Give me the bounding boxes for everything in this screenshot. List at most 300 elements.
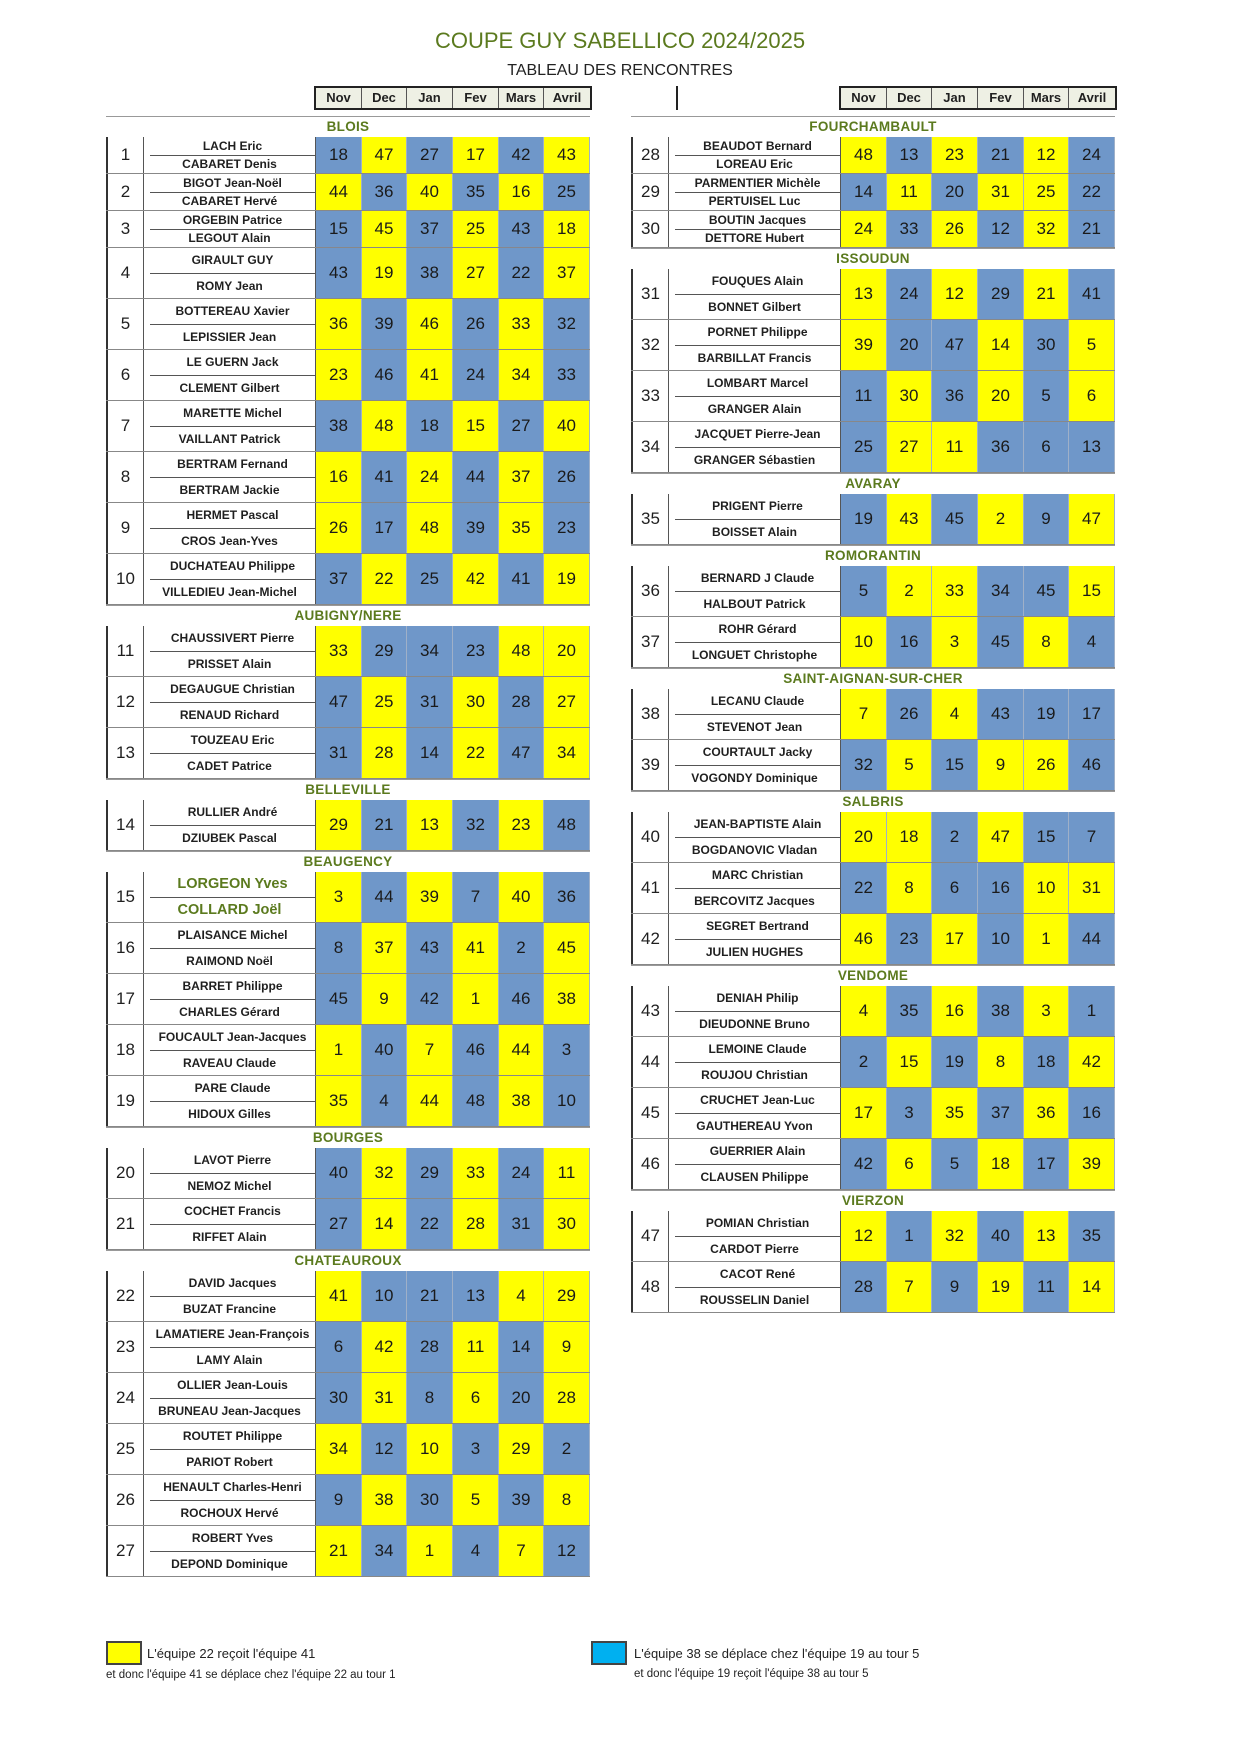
team-number: 43 — [631, 986, 669, 1036]
opponent-cell-nov: 17 — [841, 1088, 887, 1138]
opponent-cell-mars: 6 — [1024, 422, 1069, 472]
month-mars: Mars — [1024, 88, 1069, 108]
player-1-name: CACOT René — [675, 1262, 840, 1288]
opponent-cell-nov: 14 — [841, 174, 887, 210]
divider — [676, 86, 678, 110]
team-number: 4 — [106, 248, 144, 298]
player-1-name: LECANU Claude — [675, 689, 840, 715]
opponent-cell-fev: 9 — [978, 740, 1024, 790]
month-jan: Jan — [932, 88, 978, 108]
player-2-name: ROUSSELIN Daniel — [699, 1292, 810, 1307]
player-2-name: CABARET Denis — [182, 157, 277, 172]
team-number: 26 — [106, 1475, 144, 1525]
opponent-cell-mars: 14 — [499, 1322, 544, 1372]
team-players — [669, 689, 841, 739]
team-players — [144, 1526, 316, 1576]
team-players — [144, 554, 316, 604]
team-number: 37 — [631, 617, 669, 667]
team-row — [631, 617, 1115, 668]
player-1-name: HERMET Pascal — [150, 503, 315, 529]
team-number: 24 — [106, 1373, 144, 1423]
opponent-cell-jan: 11 — [932, 422, 978, 472]
opponent-cell-dec: 15 — [887, 1037, 932, 1087]
opponent-cell-dec: 7 — [887, 1262, 932, 1312]
opponent-cell-jan: 7 — [407, 1025, 453, 1075]
legend-home-text: L'équipe 22 reçoit l'équipe 41 — [147, 1646, 316, 1661]
opponent-cell-dec: 48 — [362, 401, 407, 451]
opponent-cell-nov: 38 — [316, 401, 362, 451]
opponent-cell-mars: 28 — [499, 677, 544, 727]
opponent-cell-fev: 37 — [978, 1088, 1024, 1138]
team-row — [631, 320, 1115, 371]
team-players — [669, 422, 841, 472]
team-row — [631, 371, 1115, 422]
opponent-cell-jan: 17 — [932, 914, 978, 964]
opponent-cell-dec: 38 — [362, 1475, 407, 1525]
player-1-name: LORGEON Yves — [150, 872, 315, 898]
player-1-name: LEMOINE Claude — [675, 1037, 840, 1063]
opponent-cell-dec: 45 — [362, 211, 407, 247]
opponent-cell-avril: 4 — [1069, 617, 1115, 667]
opponent-cell-dec: 6 — [887, 1139, 932, 1189]
player-2-name: BERTRAM Jackie — [179, 482, 280, 497]
opponent-cell-fev: 7 — [453, 872, 499, 922]
section-heading: FOURCHAMBAULT — [631, 116, 1115, 137]
opponent-cell-nov: 44 — [316, 174, 362, 210]
player-2-name: PRISSET Alain — [187, 656, 272, 671]
player-2-name: HALBOUT Patrick — [703, 596, 806, 611]
player-2-name: BOGDANOVIC Vladan — [691, 842, 818, 857]
opponent-cell-fev: 39 — [453, 503, 499, 553]
section-heading: AUBIGNY/NERE — [106, 605, 590, 626]
opponent-cell-fev: 1 — [453, 974, 499, 1024]
player-2-name: CLEMENT Gilbert — [179, 380, 280, 395]
team-players — [144, 452, 316, 502]
player-1-name: OLLIER Jean-Louis — [150, 1373, 315, 1399]
team-row — [631, 1139, 1115, 1190]
team-number: 35 — [631, 494, 669, 544]
opponent-cell-fev: 46 — [453, 1025, 499, 1075]
section-heading: ROMORANTIN — [631, 545, 1115, 566]
team-row — [631, 494, 1115, 545]
opponent-cell-dec: 20 — [887, 320, 932, 370]
opponent-cell-fev: 48 — [453, 1076, 499, 1126]
opponent-cell-dec: 47 — [362, 137, 407, 173]
opponent-cell-jan: 25 — [407, 554, 453, 604]
opponent-cell-nov: 36 — [316, 299, 362, 349]
opponent-cell-fev: 18 — [978, 1139, 1024, 1189]
opponent-cell-jan: 18 — [407, 401, 453, 451]
player-2-name: DIEUDONNE Bruno — [699, 1016, 810, 1031]
opponent-cell-dec: 21 — [362, 800, 407, 850]
opponent-cell-avril: 30 — [544, 1199, 590, 1249]
team-players — [144, 503, 316, 553]
opponent-cell-avril: 35 — [1069, 1211, 1115, 1261]
opponent-cell-jan: 6 — [932, 863, 978, 913]
opponent-cell-avril: 2 — [544, 1424, 590, 1474]
opponent-cell-fev: 35 — [453, 174, 499, 210]
player-1-name: COURTAULT Jacky — [675, 740, 840, 766]
opponent-cell-avril: 23 — [544, 503, 590, 553]
team-row — [106, 503, 590, 554]
opponent-cell-avril: 40 — [544, 401, 590, 451]
team-number: 19 — [106, 1076, 144, 1126]
opponent-cell-jan: 47 — [932, 320, 978, 370]
opponent-cell-avril: 5 — [1069, 320, 1115, 370]
team-row — [106, 872, 590, 923]
opponent-cell-fev: 8 — [978, 1037, 1024, 1087]
team-number: 38 — [631, 689, 669, 739]
opponent-cell-mars: 16 — [499, 174, 544, 210]
opponent-cell-mars: 32 — [1024, 211, 1069, 247]
team-row — [106, 1424, 590, 1475]
team-row — [106, 1148, 590, 1199]
team-players — [144, 872, 316, 922]
player-2-name: LONGUET Christophe — [691, 647, 818, 662]
opponent-cell-fev: 34 — [978, 566, 1024, 616]
player-1-name: LACH Eric — [150, 137, 315, 156]
opponent-cell-nov: 41 — [316, 1271, 362, 1321]
opponent-cell-jan: 31 — [407, 677, 453, 727]
opponent-cell-mars: 9 — [1024, 494, 1069, 544]
opponent-cell-fev: 45 — [978, 617, 1024, 667]
opponent-cell-fev: 29 — [978, 269, 1024, 319]
player-2-name: PERTUISEL Luc — [708, 194, 801, 209]
player-2-name: ROCHOUX Hervé — [180, 1505, 279, 1520]
opponent-cell-jan: 9 — [932, 1262, 978, 1312]
opponent-cell-fev: 38 — [978, 986, 1024, 1036]
team-players — [669, 617, 841, 667]
opponent-cell-avril: 20 — [544, 626, 590, 676]
opponent-cell-nov: 45 — [316, 974, 362, 1024]
player-1-name: JACQUET Pierre-Jean — [675, 422, 840, 448]
opponent-cell-fev: 31 — [978, 174, 1024, 210]
team-row — [631, 137, 1115, 174]
player-2-name: LEGOUT Alain — [188, 231, 271, 246]
opponent-cell-jan: 45 — [932, 494, 978, 544]
opponent-cell-mars: 3 — [1024, 986, 1069, 1036]
opponent-cell-avril: 1 — [1069, 986, 1115, 1036]
team-row — [106, 1475, 590, 1526]
team-players — [144, 174, 316, 210]
opponent-cell-dec: 42 — [362, 1322, 407, 1372]
opponent-cell-mars: 27 — [499, 401, 544, 451]
legend-away-subtext: et donc l'équipe 19 reçoit l'équipe 38 au tour 5 — [634, 1668, 869, 1680]
opponent-cell-dec: 3 — [887, 1088, 932, 1138]
player-2-name: RIFFET Alain — [192, 1229, 267, 1244]
player-1-name: FOUCAULT Jean-Jacques — [150, 1025, 315, 1051]
team-players — [144, 1199, 316, 1249]
opponent-cell-jan: 22 — [407, 1199, 453, 1249]
opponent-cell-nov: 21 — [316, 1526, 362, 1576]
player-1-name: ORGEBIN Patrice — [150, 211, 315, 230]
team-players — [669, 494, 841, 544]
player-1-name: ROUTET Philippe — [150, 1424, 315, 1450]
player-2-name: JULIEN HUGHES — [705, 944, 804, 959]
opponent-cell-nov: 22 — [841, 863, 887, 913]
opponent-cell-mars: 40 — [499, 872, 544, 922]
opponent-cell-nov: 46 — [841, 914, 887, 964]
team-number: 12 — [106, 677, 144, 727]
opponent-cell-jan: 37 — [407, 211, 453, 247]
team-players — [144, 677, 316, 727]
opponent-cell-mars: 1 — [1024, 914, 1069, 964]
opponent-cell-dec: 40 — [362, 1025, 407, 1075]
opponent-cell-nov: 23 — [316, 350, 362, 400]
opponent-cell-jan: 24 — [407, 452, 453, 502]
page-title: COUPE GUY SABELLICO 2024/2025 — [434, 28, 806, 53]
opponent-cell-avril: 17 — [1069, 689, 1115, 739]
team-number: 7 — [106, 401, 144, 451]
team-players — [144, 1076, 316, 1126]
opponent-cell-dec: 25 — [362, 677, 407, 727]
opponent-cell-mars: 39 — [499, 1475, 544, 1525]
team-number: 21 — [106, 1199, 144, 1249]
team-row — [631, 1037, 1115, 1088]
opponent-cell-dec: 18 — [887, 812, 932, 862]
opponent-cell-avril: 45 — [544, 923, 590, 973]
team-row — [631, 269, 1115, 320]
team-players — [669, 986, 841, 1036]
team-number: 11 — [106, 626, 144, 676]
opponent-cell-nov: 20 — [841, 812, 887, 862]
player-2-name: GAUTHEREAU Yvon — [696, 1118, 813, 1133]
opponent-cell-fev: 13 — [453, 1271, 499, 1321]
opponent-cell-avril: 8 — [544, 1475, 590, 1525]
team-players — [144, 1322, 316, 1372]
team-number: 29 — [631, 174, 669, 210]
player-2-name: LOREAU Eric — [716, 157, 793, 172]
opponent-cell-mars: 15 — [1024, 812, 1069, 862]
opponent-cell-dec: 11 — [887, 174, 932, 210]
opponent-cell-mars: 18 — [1024, 1037, 1069, 1087]
team-players — [669, 371, 841, 421]
opponent-cell-nov: 16 — [316, 452, 362, 502]
team-row — [106, 350, 590, 401]
player-2-name: CARDOT Pierre — [710, 1241, 799, 1256]
player-1-name: PARMENTIER Michèle — [675, 174, 840, 193]
opponent-cell-dec: 22 — [362, 554, 407, 604]
opponent-cell-fev: 25 — [453, 211, 499, 247]
player-1-name: RULLIER André — [150, 800, 315, 826]
team-row — [631, 1088, 1115, 1139]
team-row — [106, 800, 590, 851]
section-heading: VIERZON — [631, 1190, 1115, 1211]
player-1-name: PORNET Philippe — [675, 320, 840, 346]
opponent-cell-nov: 4 — [841, 986, 887, 1036]
team-players — [669, 566, 841, 616]
month-dec: Dec — [887, 88, 932, 108]
opponent-cell-avril: 33 — [544, 350, 590, 400]
player-1-name: MARC Christian — [675, 863, 840, 889]
player-2-name: GRANGER Sébastien — [693, 452, 816, 467]
opponent-cell-mars: 13 — [1024, 1211, 1069, 1261]
section-heading: ISSOUDUN — [631, 248, 1115, 269]
team-number: 46 — [631, 1139, 669, 1189]
opponent-cell-nov: 31 — [316, 728, 362, 778]
opponent-cell-nov: 40 — [316, 1148, 362, 1198]
opponent-cell-dec: 41 — [362, 452, 407, 502]
opponent-cell-jan: 38 — [407, 248, 453, 298]
opponent-cell-nov: 3 — [316, 872, 362, 922]
team-players — [144, 1025, 316, 1075]
team-number: 36 — [631, 566, 669, 616]
opponent-cell-mars: 2 — [499, 923, 544, 973]
opponent-cell-fev: 4 — [453, 1526, 499, 1576]
opponent-cell-avril: 29 — [544, 1271, 590, 1321]
opponent-cell-nov: 25 — [841, 422, 887, 472]
team-row — [106, 1025, 590, 1076]
opponent-cell-nov: 39 — [841, 320, 887, 370]
opponent-cell-nov: 2 — [841, 1037, 887, 1087]
opponent-cell-dec: 29 — [362, 626, 407, 676]
player-2-name: RAIMOND Noël — [186, 953, 273, 968]
team-row — [631, 812, 1115, 863]
player-2-name: GRANGER Alain — [707, 401, 802, 416]
opponent-cell-avril: 18 — [544, 211, 590, 247]
opponent-cell-nov: 15 — [316, 211, 362, 247]
opponent-cell-fev: 19 — [978, 1262, 1024, 1312]
team-row — [631, 1262, 1115, 1313]
opponent-cell-avril: 11 — [544, 1148, 590, 1198]
opponent-cell-fev: 44 — [453, 452, 499, 502]
player-1-name: DUCHATEAU Philippe — [150, 554, 315, 580]
opponent-cell-avril: 27 — [544, 677, 590, 727]
opponent-cell-avril: 7 — [1069, 812, 1115, 862]
player-2-name: BUZAT Francine — [182, 1301, 277, 1316]
opponent-cell-jan: 32 — [932, 1211, 978, 1261]
opponent-cell-dec: 19 — [362, 248, 407, 298]
player-1-name: DAVID Jacques — [150, 1271, 315, 1297]
opponent-cell-fev: 23 — [453, 626, 499, 676]
team-row — [631, 211, 1115, 248]
opponent-cell-nov: 24 — [841, 211, 887, 247]
opponent-cell-mars: 19 — [1024, 689, 1069, 739]
opponent-cell-nov: 35 — [316, 1076, 362, 1126]
opponent-cell-avril: 22 — [1069, 174, 1115, 210]
team-row — [106, 728, 590, 779]
opponent-cell-avril: 25 — [544, 174, 590, 210]
opponent-cell-mars: 46 — [499, 974, 544, 1024]
player-2-name: ROUJOU Christian — [701, 1067, 808, 1082]
player-1-name: BERTRAM Fernand — [150, 452, 315, 478]
section-heading: AVARAY — [631, 473, 1115, 494]
opponent-cell-jan: 39 — [407, 872, 453, 922]
left-column — [106, 116, 590, 1577]
team-row — [631, 174, 1115, 211]
month-nov: Nov — [316, 88, 362, 108]
team-number: 18 — [106, 1025, 144, 1075]
opponent-cell-jan: 30 — [407, 1475, 453, 1525]
player-2-name: HIDOUX Gilles — [188, 1106, 271, 1121]
team-row — [106, 248, 590, 299]
player-2-name: CABARET Hervé — [181, 194, 278, 209]
month-jan: Jan — [407, 88, 453, 108]
team-number: 13 — [106, 728, 144, 778]
team-number: 9 — [106, 503, 144, 553]
team-number: 17 — [106, 974, 144, 1024]
section-heading: CHATEAUROUX — [106, 1250, 590, 1271]
opponent-cell-jan: 26 — [932, 211, 978, 247]
team-row — [106, 677, 590, 728]
player-2-name: CROS Jean-Yves — [181, 533, 278, 548]
section-heading: BLOIS — [106, 116, 590, 137]
opponent-cell-avril: 13 — [1069, 422, 1115, 472]
team-row — [106, 452, 590, 503]
team-number: 2 — [106, 174, 144, 210]
team-number: 28 — [631, 137, 669, 173]
opponent-cell-fev: 27 — [453, 248, 499, 298]
player-2-name: STEVENOT Jean — [706, 719, 803, 734]
team-players — [669, 137, 841, 173]
team-row — [106, 1373, 590, 1424]
player-1-name: PLAISANCE Michel — [150, 923, 315, 949]
opponent-cell-avril: 43 — [544, 137, 590, 173]
opponent-cell-avril: 47 — [1069, 494, 1115, 544]
opponent-cell-jan: 34 — [407, 626, 453, 676]
opponent-cell-nov: 47 — [316, 677, 362, 727]
team-players — [144, 1271, 316, 1321]
player-1-name: CHAUSSIVERT Pierre — [150, 626, 315, 652]
opponent-cell-jan: 27 — [407, 137, 453, 173]
legend-home-subtext: et donc l'équipe 41 se déplace chez l'équipe 22 au tour 1 — [106, 1669, 396, 1681]
player-1-name: LE GUERN Jack — [150, 350, 315, 376]
team-players — [669, 211, 841, 247]
player-2-name: CHARLES Gérard — [179, 1004, 280, 1019]
player-2-name: VOGONDY Dominique — [691, 770, 818, 785]
opponent-cell-jan: 48 — [407, 503, 453, 553]
team-number: 15 — [106, 872, 144, 922]
team-number: 27 — [106, 1526, 144, 1576]
opponent-cell-mars: 33 — [499, 299, 544, 349]
team-players — [144, 800, 316, 850]
opponent-cell-mars: 48 — [499, 626, 544, 676]
month-fev: Fev — [978, 88, 1024, 108]
section-heading: VENDOME — [631, 965, 1115, 986]
player-1-name: CRUCHET Jean-Luc — [675, 1088, 840, 1114]
opponent-cell-nov: 11 — [841, 371, 887, 421]
player-1-name: BOTTEREAU Xavier — [150, 299, 315, 325]
opponent-cell-dec: 37 — [362, 923, 407, 973]
opponent-cell-fev: 33 — [453, 1148, 499, 1198]
opponent-cell-dec: 28 — [362, 728, 407, 778]
opponent-cell-dec: 27 — [887, 422, 932, 472]
player-1-name: DEGAUGUE Christian — [150, 677, 315, 703]
player-2-name: CLAUSEN Philippe — [700, 1169, 809, 1184]
opponent-cell-jan: 42 — [407, 974, 453, 1024]
opponent-cell-nov: 43 — [316, 248, 362, 298]
team-number: 1 — [106, 137, 144, 173]
opponent-cell-fev: 16 — [978, 863, 1024, 913]
opponent-cell-dec: 24 — [887, 269, 932, 319]
team-row — [106, 1076, 590, 1127]
team-number: 48 — [631, 1262, 669, 1312]
opponent-cell-dec: 36 — [362, 174, 407, 210]
opponent-cell-jan: 21 — [407, 1271, 453, 1321]
opponent-cell-dec: 35 — [887, 986, 932, 1036]
opponent-cell-nov: 13 — [841, 269, 887, 319]
opponent-cell-nov: 6 — [316, 1322, 362, 1372]
opponent-cell-nov: 27 — [316, 1199, 362, 1249]
opponent-cell-avril: 42 — [1069, 1037, 1115, 1087]
right-column — [631, 116, 1115, 1313]
opponent-cell-mars: 45 — [1024, 566, 1069, 616]
opponent-cell-avril: 41 — [1069, 269, 1115, 319]
player-2-name: VILLEDIEU Jean-Michel — [162, 584, 297, 599]
opponent-cell-fev: 43 — [978, 689, 1024, 739]
opponent-cell-mars: 44 — [499, 1025, 544, 1075]
opponent-cell-dec: 32 — [362, 1148, 407, 1198]
